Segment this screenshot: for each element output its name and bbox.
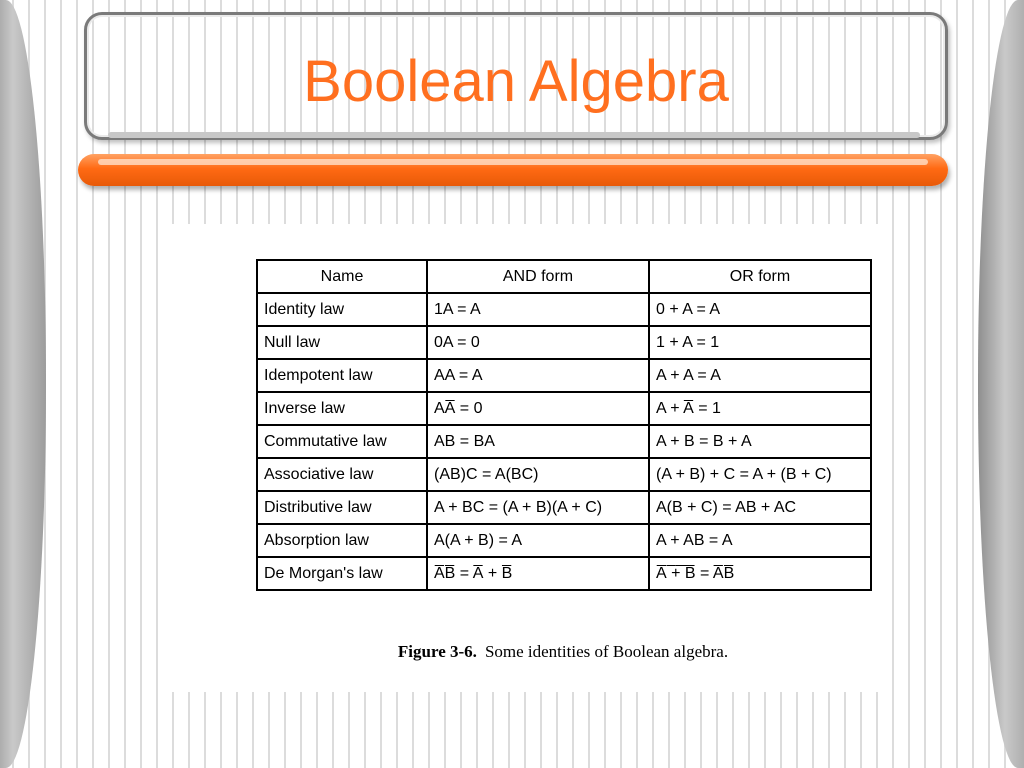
slide-title: Boolean Algebra: [303, 49, 729, 114]
table-row: [257, 425, 871, 458]
table-row: [257, 392, 871, 425]
or-form: A + A̅ = 1: [649, 392, 871, 425]
header-name: Name: [257, 260, 427, 293]
orange-divider-bar: [78, 154, 948, 186]
boolean-identities-table: [256, 259, 872, 591]
header-and-form: AND form: [427, 260, 649, 293]
table-row: [257, 326, 871, 359]
law-name: Inverse law: [257, 392, 427, 425]
law-name: Identity law: [257, 293, 427, 326]
table-row: [257, 491, 871, 524]
or-form: (A + B) + C = A + (B + C): [649, 458, 871, 491]
or-form: A̅ ̅+̅ ̅B̅ = A̅B̅: [649, 557, 871, 590]
header-or-form: OR form: [649, 260, 871, 293]
and-form: A(A + B) = A: [427, 524, 649, 557]
law-name: Commutative law: [257, 425, 427, 458]
or-form: 0 + A = A: [649, 293, 871, 326]
or-form: 1 + A = 1: [649, 326, 871, 359]
table-header-row: [257, 260, 871, 293]
figure-panel: [168, 224, 880, 692]
table-row: [257, 359, 871, 392]
orange-bar-highlight: [98, 159, 928, 165]
and-form: A̅B̅ = A̅ + B̅: [427, 557, 649, 590]
or-form: A(B + C) = AB + AC: [649, 491, 871, 524]
law-name: Distributive law: [257, 491, 427, 524]
figure-caption: [256, 642, 870, 662]
title-frame-shadow: [108, 132, 920, 138]
table-row: [257, 557, 871, 590]
law-name: De Morgan's law: [257, 557, 427, 590]
left-pillar-decoration: [0, 0, 46, 768]
caption-text: Some identities of Boolean algebra.: [484, 642, 729, 661]
or-form: A + AB = A: [649, 524, 871, 557]
right-pillar-decoration: [978, 0, 1024, 768]
law-name: Idempotent law: [257, 359, 427, 392]
law-name: Absorption law: [257, 524, 427, 557]
and-form: (AB)C = A(BC): [427, 458, 649, 491]
caption-label: Figure 3-6.: [397, 642, 477, 661]
law-name: Null law: [257, 326, 427, 359]
table-row: [257, 293, 871, 326]
and-form: 0A = 0: [427, 326, 649, 359]
law-name: Associative law: [257, 458, 427, 491]
or-form: A + B = B + A: [649, 425, 871, 458]
and-form: AA = A: [427, 359, 649, 392]
table-row: [257, 458, 871, 491]
and-form: A + BC = (A + B)(A + C): [427, 491, 649, 524]
and-form: AB = BA: [427, 425, 649, 458]
table-row: [257, 524, 871, 557]
and-form: AA̅ = 0: [427, 392, 649, 425]
and-form: 1A = A: [427, 293, 649, 326]
or-form: A + A = A: [649, 359, 871, 392]
